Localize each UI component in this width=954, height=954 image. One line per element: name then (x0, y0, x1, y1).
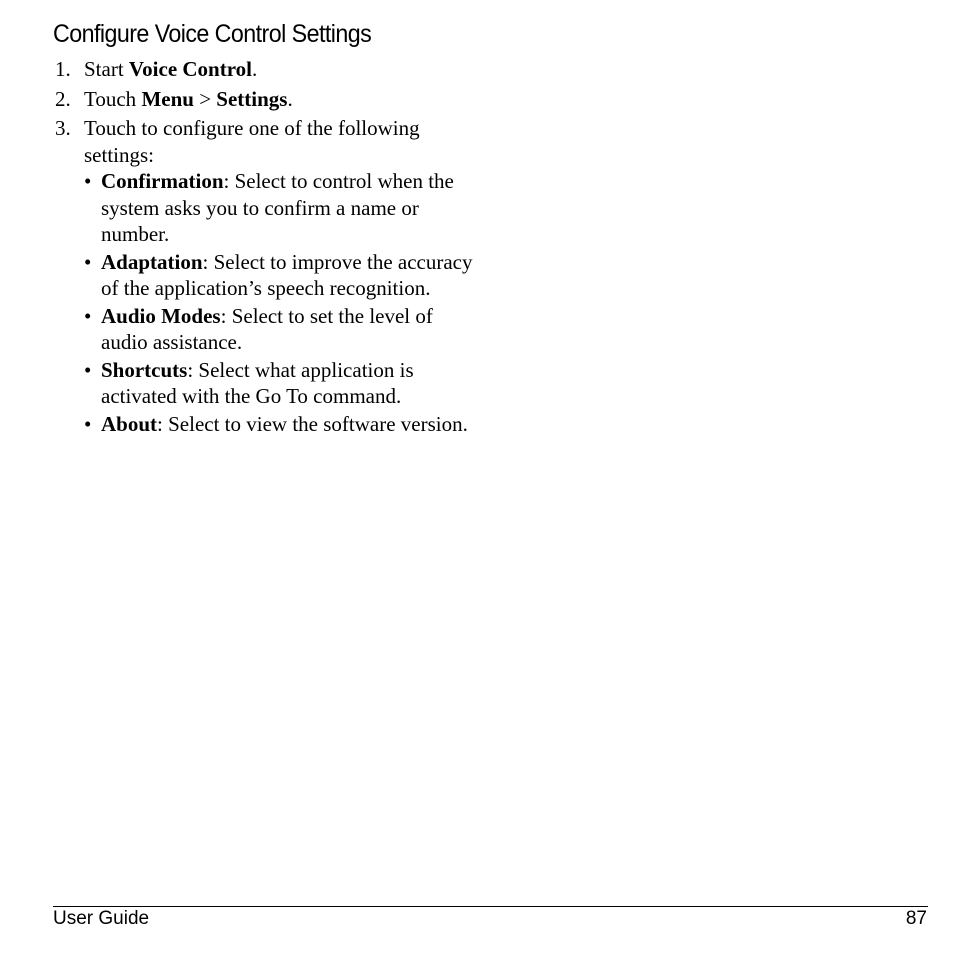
setting-description: : Select to set the level of audio assistance. (101, 303, 433, 354)
step-2 (53, 86, 483, 113)
step-text: Start (84, 57, 129, 81)
step-number: 2. (55, 86, 71, 111)
instructions (53, 56, 483, 440)
step-number: 3. (55, 116, 71, 140)
setting-term: Shortcuts (101, 357, 188, 382)
setting-term: Audio Modes (101, 303, 221, 328)
bullet-icon: • (84, 411, 92, 436)
step-3 (53, 115, 483, 437)
footer-label: User Guide (53, 908, 150, 929)
step-number: 1. (55, 57, 71, 81)
setting-term: About (101, 411, 158, 436)
list-item (84, 357, 483, 410)
section-heading: Configure Voice Control Settings (53, 20, 372, 48)
bullet-icon: • (84, 357, 92, 382)
setting-description: : Select to improve the accuracy of the application’s speech recognition. (101, 249, 473, 300)
menu-separator: > (193, 86, 217, 111)
bullet-icon: • (84, 303, 92, 328)
setting-description: : Select to view the software version. (157, 411, 468, 436)
page-number: 87 (905, 908, 927, 929)
ui-term-menu: Menu (141, 86, 194, 111)
list-item (84, 249, 483, 302)
list-item (84, 168, 483, 248)
setting-description: : Select to control when the system asks you to confirm a name or number. (101, 169, 454, 246)
setting-term: Confirmation (101, 169, 224, 193)
ui-term-voice-control: Voice Control (128, 57, 252, 81)
step-suffix: . (287, 86, 293, 111)
step-text: Touch (84, 86, 142, 111)
step-text: Touch to configure one of the following settings: (84, 116, 420, 167)
list-item (84, 303, 483, 356)
settings-list (84, 168, 483, 437)
step-suffix: . (252, 57, 258, 81)
bullet-icon: • (84, 169, 92, 193)
ui-term-settings: Settings (216, 86, 288, 111)
setting-term: Adaptation (101, 249, 203, 274)
footer-divider (53, 906, 928, 907)
bullet-icon: • (84, 249, 92, 274)
setting-description: : Select what application is activated with the Go To command. (101, 357, 414, 408)
step-1 (53, 56, 483, 83)
list-item (84, 411, 483, 438)
